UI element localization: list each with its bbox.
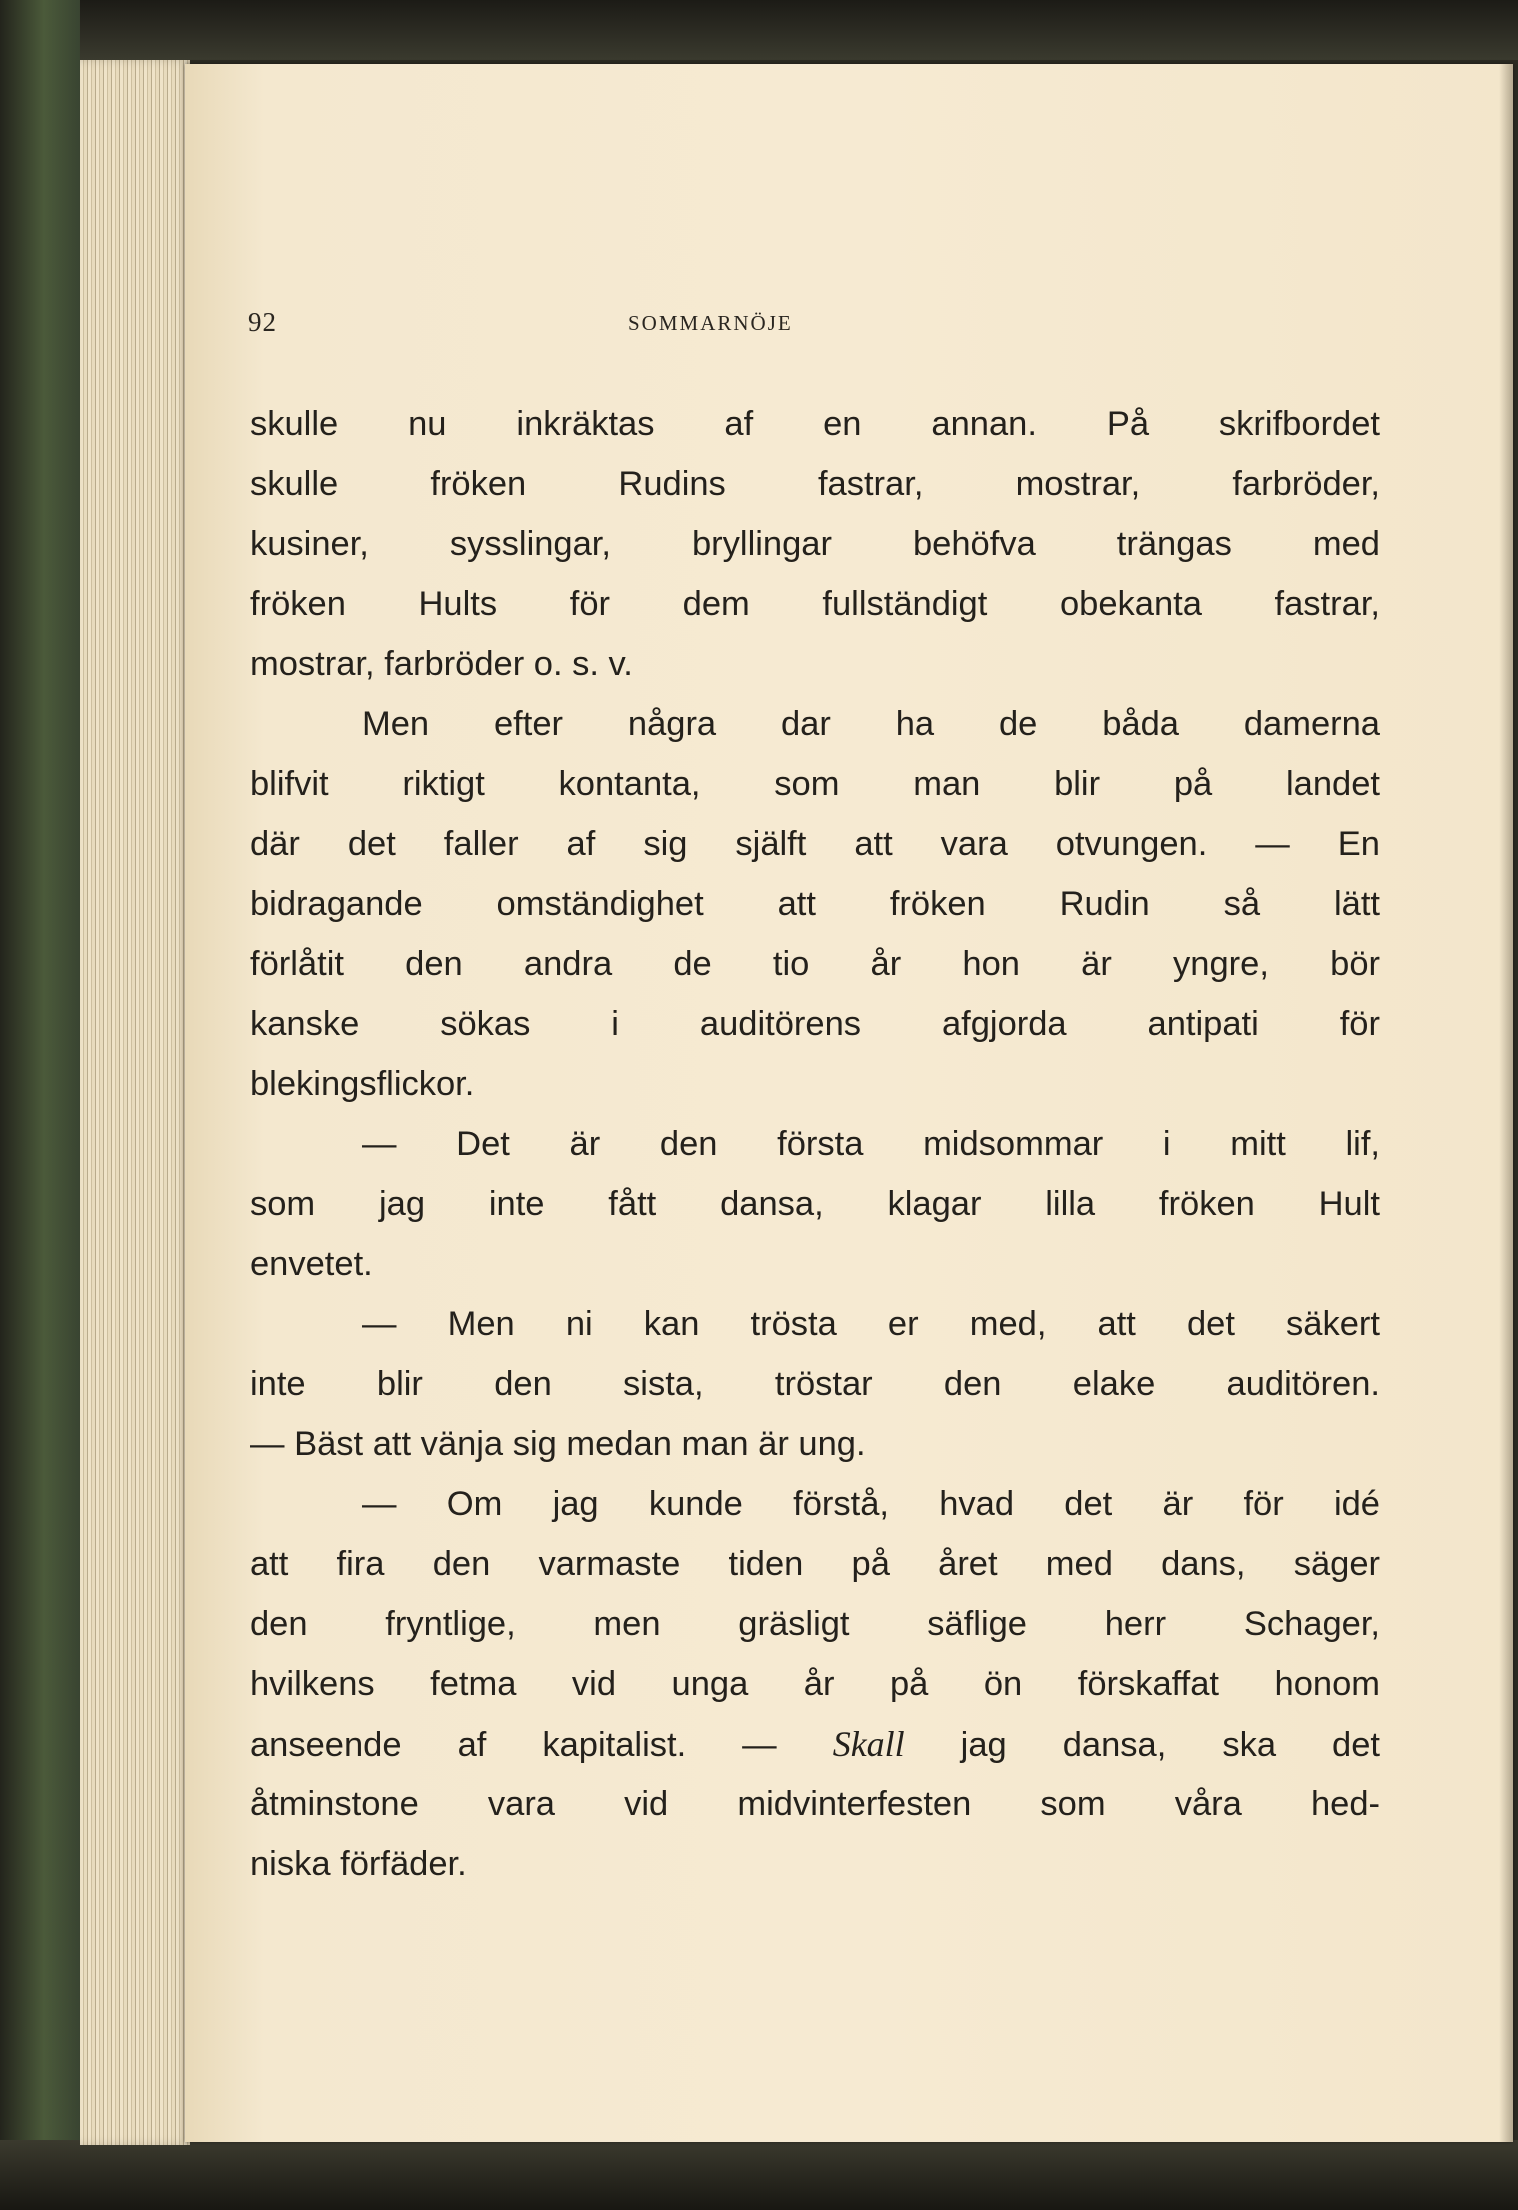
text-line: envetet.	[250, 1245, 373, 1283]
text-line: blifvit riktigt kontanta, som man blir på landet	[250, 765, 1380, 803]
text-line: som jag inte fått dansa, klagar lilla fröken Hult	[250, 1185, 1380, 1223]
running-head	[248, 307, 1008, 343]
text-line: skulle nu inkräktas af en annan. På skrifbordet	[250, 405, 1380, 443]
text-line: mostrar, farbröder o. s. v.	[250, 645, 633, 683]
book-cover-top	[0, 0, 1518, 60]
text-line: — Men ni kan trösta er med, att det säkert	[362, 1305, 1380, 1343]
text-line: åtminstone vara vid midvinterfesten som våra hed-	[250, 1785, 1380, 1823]
text-line: — Det är den första midsommar i mitt lif,	[362, 1125, 1380, 1163]
book-cover-bottom	[0, 2140, 1518, 2210]
text-line: skulle fröken Rudins fastrar, mostrar, farbröder,	[250, 465, 1380, 503]
page-gutter-shadow	[1499, 64, 1513, 2142]
running-title: SOMMARNÖJE	[628, 311, 793, 335]
page-number: 92	[248, 307, 277, 337]
text-line: — Om jag kunde förstå, hvad det är för idé	[362, 1485, 1380, 1523]
page-edges	[80, 60, 190, 2145]
text-line: hvilkens fetma vid unga år på ön förskaffat honom	[250, 1665, 1380, 1703]
text-line: bidragande omständighet att fröken Rudin så lätt	[250, 885, 1380, 923]
text-line: den fryntlige, men gräsligt säflige herr Schager,	[250, 1605, 1380, 1643]
body-text	[250, 394, 1380, 1894]
book-cover-spine	[0, 0, 80, 2210]
text-line: Men efter några dar ha de båda damerna	[362, 705, 1380, 743]
text-line: där det faller af sig själft att vara otvungen. — En	[250, 825, 1380, 863]
text-line: att fira den varmaste tiden på året med dans, säger	[250, 1545, 1380, 1583]
line-part-after: jag dansa, ska det	[904, 1726, 1380, 1764]
text-line-with-emphasis	[250, 1714, 1380, 1774]
text-line: niska förfäder.	[250, 1845, 467, 1883]
text-line: blekingsflickor.	[250, 1065, 475, 1103]
line-part-before: anseende af kapitalist. —	[250, 1726, 833, 1764]
text-line: kanske sökas i auditörens afgjorda antipati för	[250, 1005, 1380, 1043]
text-line: — Bäst att vänja sig medan man är ung.	[250, 1425, 866, 1463]
text-line: förlåtit den andra de tio år hon är yngre, bör	[250, 945, 1380, 983]
text-line: fröken Hults för dem fullständigt obekanta fastrar,	[250, 585, 1380, 623]
emphasis-word: Skall	[832, 1724, 905, 1764]
text-line: inte blir den sista, tröstar den elake auditören.	[250, 1365, 1380, 1403]
text-line: kusiner, sysslingar, bryllingar behöfva trängas med	[250, 525, 1380, 563]
